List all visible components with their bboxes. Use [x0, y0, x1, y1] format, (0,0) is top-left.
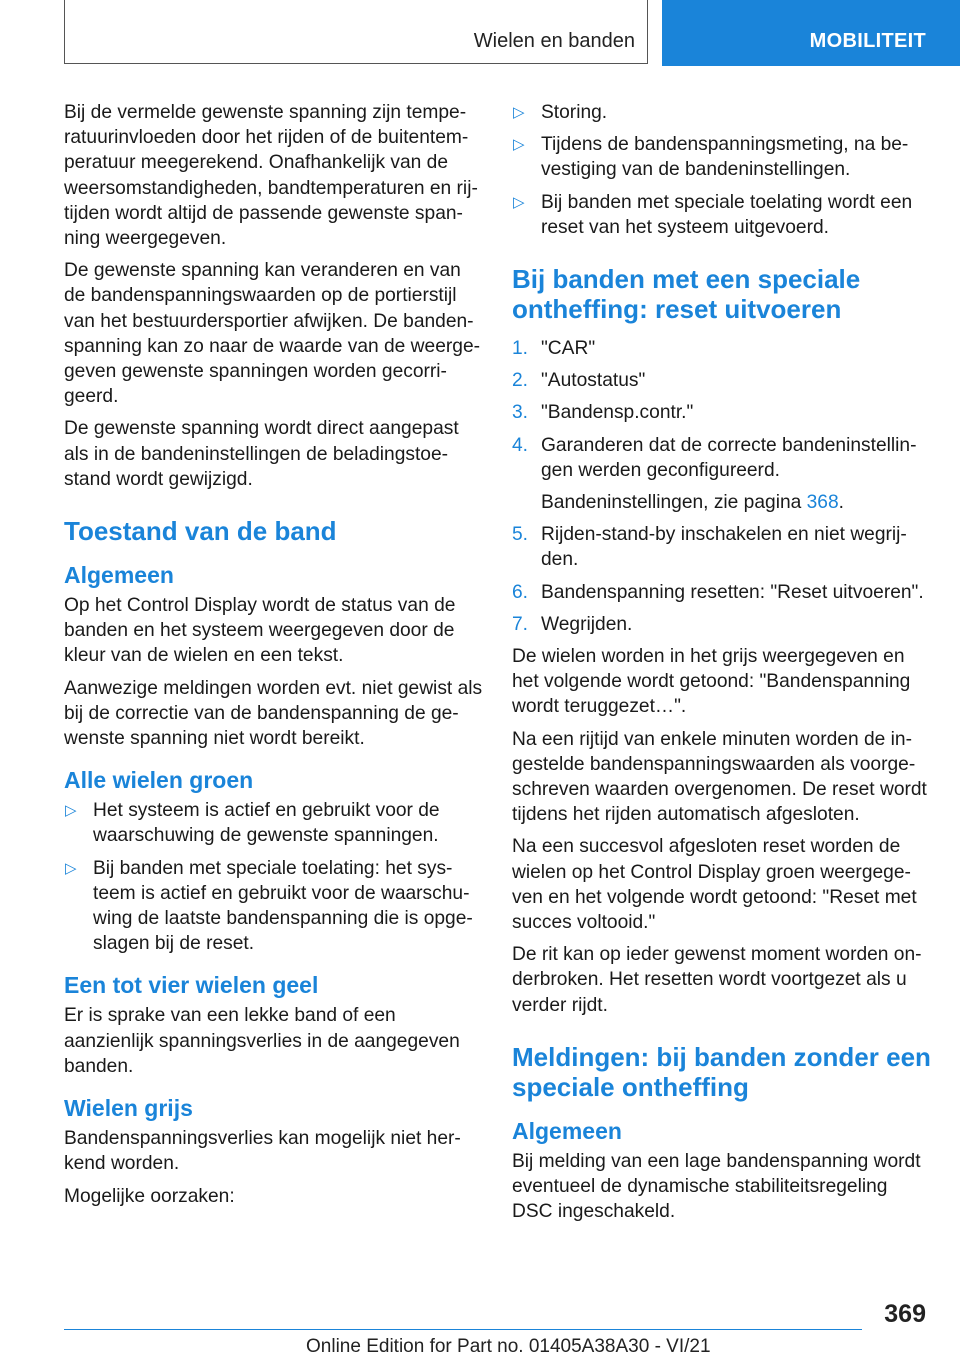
right-column [512, 100, 932, 1232]
subheading-algemeen: Algemeen [64, 562, 174, 589]
step-number: 5. [512, 524, 529, 546]
page-number: 369 [884, 1300, 926, 1328]
list-item-text: Bij banden met speciale toelating wordt een reset van het systeem uitgevoerd. [541, 191, 913, 238]
paragraph: Na een rijtijd van enkele minuten worden de in-gestelde bandenspanningswaarden als voorge-schreven waarden overgenomen. De reset wordt tijdens het rijden automatisch afgesloten. [512, 728, 927, 826]
header-chapter-title: MOBILITEIT [809, 30, 926, 52]
step-note-text: Bandeninstellingen, zie pagina [541, 492, 807, 514]
bullet-list-groen [64, 798, 484, 956]
paragraph: Bandenspanningsverlies kan mogelijk niet her-kend worden. [64, 1128, 461, 1175]
step-number: 4. [512, 434, 529, 456]
list-item-text: Bij banden met speciale toelating: het sys-teem is actief en gebruikt voor de waarschu-wing de laatste bandenspanning die is opge-slagen bij de reset. [93, 857, 473, 955]
paragraph: De wielen worden in het grijs weergegeven en het volgende wordt getoond: "Bandenspanning wordt teruggezet…". [512, 646, 911, 718]
left-column [64, 100, 484, 1216]
header-section-title: Wielen en banden [473, 30, 635, 52]
list-item-text: Storing. [541, 102, 608, 123]
triangle-bullet-icon: ▷ [513, 104, 525, 121]
step-text: Garanderen dat de correcte bandeninstellin-gen werden geconfigureerd. [541, 434, 917, 481]
step-item [512, 400, 932, 425]
numbered-steps [512, 336, 932, 637]
triangle-bullet-icon: ▷ [65, 802, 77, 820]
paragraph: Na een succesvol afgesloten reset worden de wielen op het Control Display groen weergege-ven en het volgende wordt getoond: "Reset met succes voltooid." [512, 836, 917, 934]
paragraph: Mogelijke oorzaken: [64, 1185, 235, 1207]
paragraph: Er is sprake van een lekke band of een aanzienlijk spanningsverlies in de aangegeven banden. [64, 1005, 460, 1077]
paragraph: Bij melding van een lage bandenspanning wordt eventueel de dynamische stabiliteitsregeling DSC ingeschakeld. [512, 1150, 921, 1223]
step-item [512, 612, 932, 637]
step-text: Rijden-stand-by inschakelen en niet wegrij-den. [541, 524, 907, 571]
step-text: "CAR" [541, 338, 596, 360]
section-heading-reset: Bij banden met een speciale ontheffing: reset uitvoeren [512, 264, 861, 325]
step-text: "Bandensp.contr." [541, 402, 694, 424]
step-item [512, 522, 932, 572]
paragraph: De gewenste spanning wordt direct aangepast als in de bandeninstellingen de beladingstoe-stand wordt gewijzigd. [64, 418, 459, 490]
triangle-bullet-icon: ▷ [513, 193, 525, 211]
triangle-bullet-icon: ▷ [65, 859, 77, 877]
subheading-wielen-geel: Een tot vier wielen geel [64, 972, 319, 999]
list-item [64, 856, 484, 957]
subheading-wielen-grijs: Wielen grijs [64, 1095, 193, 1122]
header-chapter-tab [662, 0, 960, 66]
paragraph: Bij de vermelde gewenste spanning zijn tempe-ratuurinvloeden door het rijden of de buitentem-peratuur meegerekend. Onafhankelijk van de weersomstandigheden, bandtemperaturen en rij-tijden wordt altijd de passende gewenste span-ning weergegeven. [64, 102, 478, 250]
list-item [512, 132, 932, 182]
step-item [512, 336, 932, 361]
step-text: Wegrijden. [541, 613, 633, 635]
paragraph: Op het Control Display wordt de status van de banden en het systeem weergegeven door de kleur van de wielen en een tekst. [64, 595, 456, 667]
step-item [512, 368, 932, 393]
paragraph: De gewenste spanning kan veranderen en van de bandenspanningswaarden op de portierstijl van het bestuurdersportier afwijken. De banden-spanning kan zo naar de waarde van de weerge-geven gewenste spanningen worden gecorri-geerd. [64, 260, 481, 408]
section-heading-toestand: Toestand van de band [64, 516, 337, 547]
step-note [541, 490, 932, 515]
paragraph: Aanwezige meldingen worden evt. niet gewist als bij de correctie van de bandenspanning de ge-wenste spanning niet wordt bereikt. [64, 677, 483, 750]
step-number: 3. [512, 402, 529, 424]
bullet-list-oorzaken [512, 100, 932, 240]
page-link[interactable]: 368 [806, 492, 839, 514]
subheading-alle-wielen-groen: Alle wielen groen [64, 767, 254, 794]
step-item [512, 580, 932, 605]
step-number: 2. [512, 370, 529, 392]
list-item [512, 190, 932, 240]
footer-divider [64, 1329, 862, 1330]
edition-note: Online Edition for Part no. 01405A38A30 - VI/21 [306, 1336, 711, 1357]
list-item [512, 100, 932, 125]
triangle-bullet-icon: ▷ [513, 136, 525, 154]
step-item [512, 433, 932, 516]
section-heading-meldingen: Meldingen: bij banden zonder een speciale ontheffing [512, 1041, 931, 1102]
step-text: "Autostatus" [541, 370, 646, 392]
subheading-algemeen: Algemeen [512, 1117, 622, 1144]
list-item [64, 798, 484, 848]
paragraph: De rit kan op ieder gewenst moment worden on-derbroken. Het resetten wordt voortgezet als u verder rijdt. [512, 944, 922, 1016]
list-item-text: Tijdens de bandenspanningsmeting, na be-vestiging van de bandeninstellingen. [541, 134, 909, 181]
step-note-end: . [838, 492, 844, 514]
step-number: 7. [512, 613, 529, 635]
step-text: Bandenspanning resetten: "Reset uitvoeren". [541, 581, 924, 603]
header-section-box [64, 0, 648, 64]
step-number: 6. [512, 581, 529, 603]
step-number: 1. [512, 338, 529, 360]
list-item-text: Het systeem is actief en gebruikt voor de waarschuwing de gewenste spanningen. [93, 800, 440, 847]
